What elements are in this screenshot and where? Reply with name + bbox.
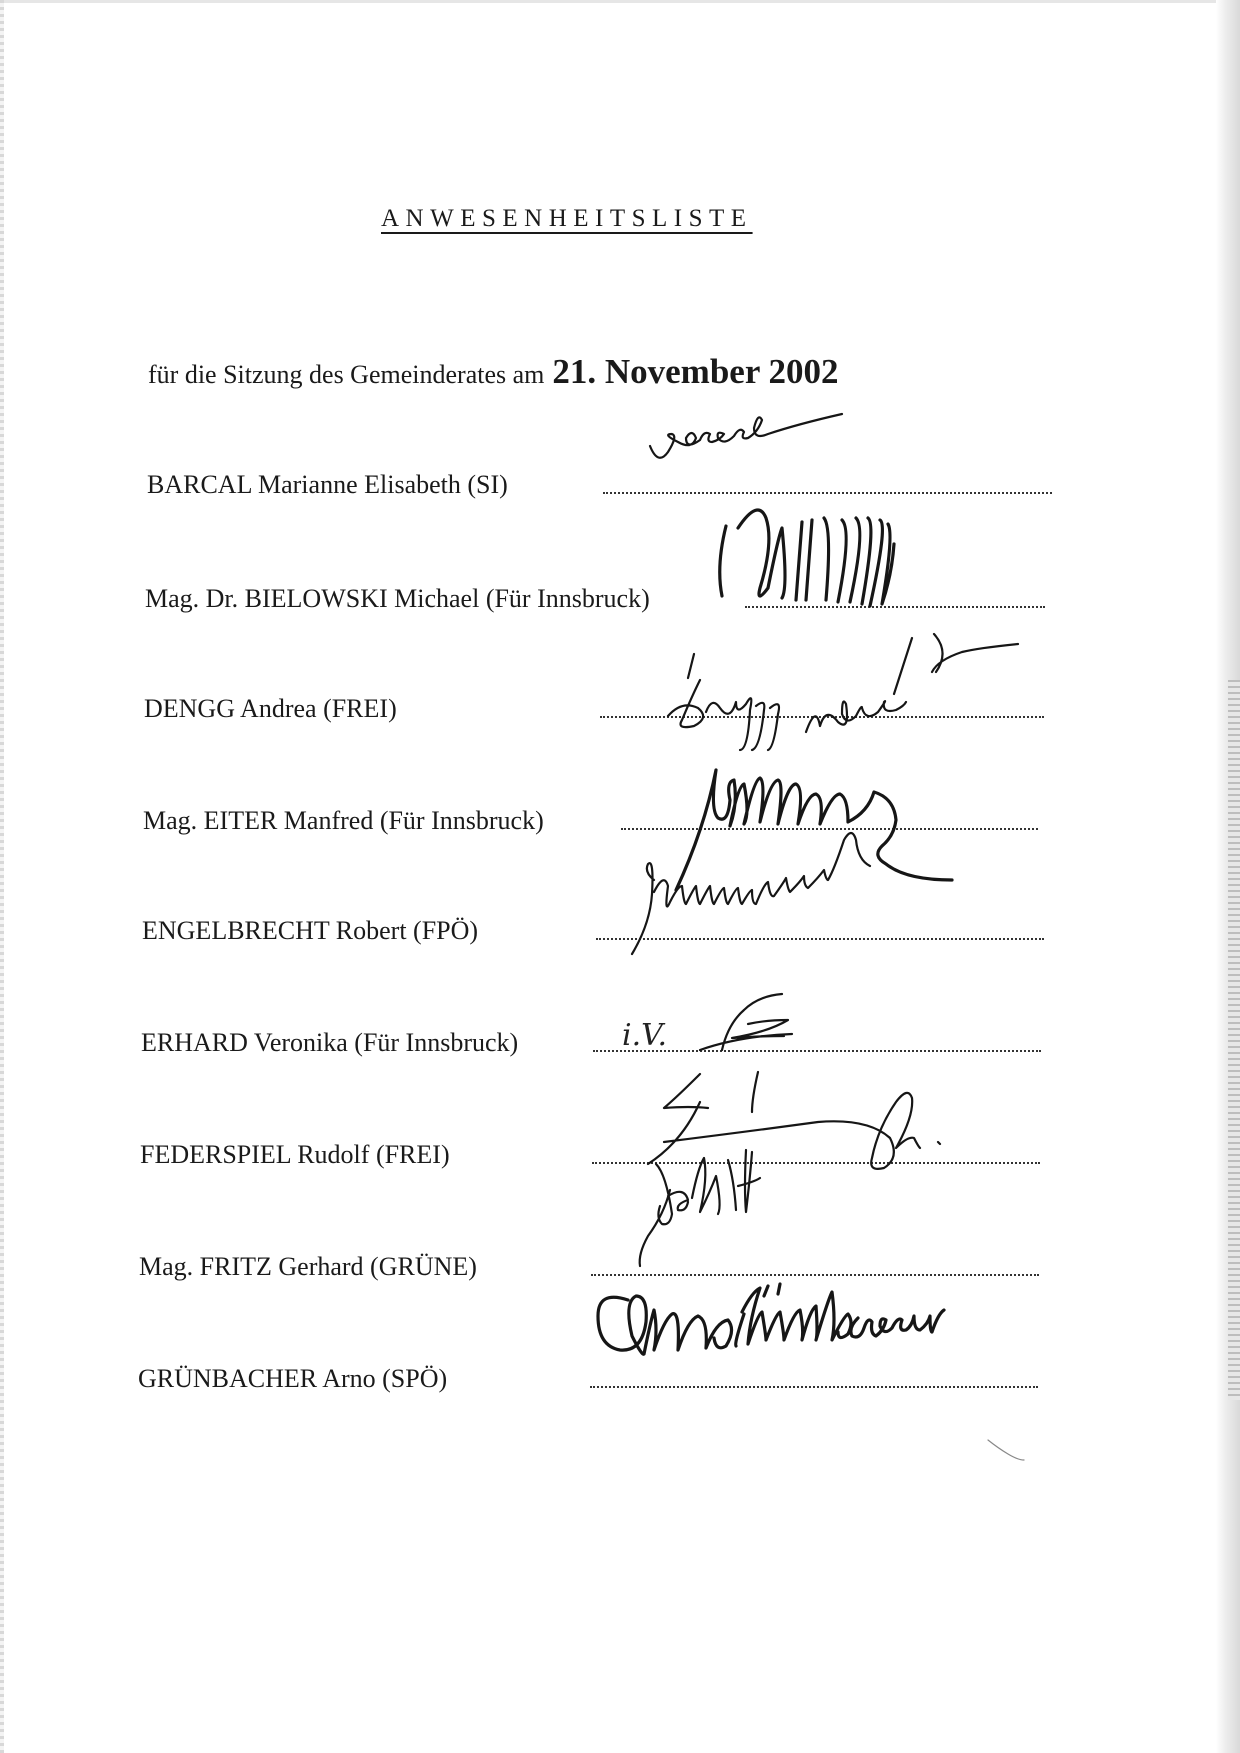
meeting-date: 21. November 2002 — [552, 352, 839, 391]
scan-edge-top — [0, 0, 1240, 3]
attendee-row — [138, 1358, 1038, 1394]
signature-line — [745, 606, 1045, 608]
attendee-row — [144, 688, 1044, 724]
document-title: ANWESENHEITSLISTE — [381, 205, 753, 232]
signature-line — [600, 716, 1044, 718]
signature-line — [590, 1386, 1038, 1388]
attendee-name: Mag. Dr. BIELOWSKI Michael (Für Innsbruck) — [145, 584, 650, 613]
signature-barcal — [650, 414, 842, 458]
signature-line — [596, 938, 1044, 940]
attendee-row — [140, 1134, 1040, 1170]
signature-line — [603, 492, 1052, 494]
scan-edge-right — [1216, 0, 1240, 1753]
attendee-row — [139, 1246, 1039, 1282]
meeting-subtitle — [148, 352, 839, 392]
attendee-name: BARCAL Marianne Elisabeth (SI) — [147, 470, 508, 499]
attendee-name: Mag. FRITZ Gerhard (GRÜNE) — [139, 1252, 477, 1281]
signature-line — [621, 828, 1038, 830]
attendee-name: ERHARD Veronika (Für Innsbruck) — [141, 1028, 519, 1057]
proxy-note: i.V. — [622, 1018, 668, 1053]
attendee-name: GRÜNBACHER Arno (SPÖ) — [138, 1364, 448, 1393]
signature-gruenbacher — [598, 1284, 944, 1354]
attendee-row — [145, 578, 1045, 614]
signature-line — [592, 1162, 1040, 1164]
attendee-row — [143, 800, 1038, 836]
scan-edge-left — [0, 0, 4, 1753]
attendee-name: FEDERSPIEL Rudolf (FREI) — [140, 1140, 450, 1169]
attendee-row — [141, 1022, 1041, 1058]
attendee-row — [147, 464, 1052, 500]
signature-line — [591, 1274, 1039, 1276]
stray-mark — [988, 1440, 1024, 1460]
attendee-row — [142, 910, 1044, 946]
attendee-name: DENGG Andrea (FREI) — [144, 694, 397, 723]
attendee-name: Mag. EITER Manfred (Für Innsbruck) — [143, 806, 544, 835]
attendee-name: ENGELBRECHT Robert (FPÖ) — [142, 916, 479, 945]
subtitle-text: für die Sitzung des Gemeinderates am — [148, 360, 545, 389]
